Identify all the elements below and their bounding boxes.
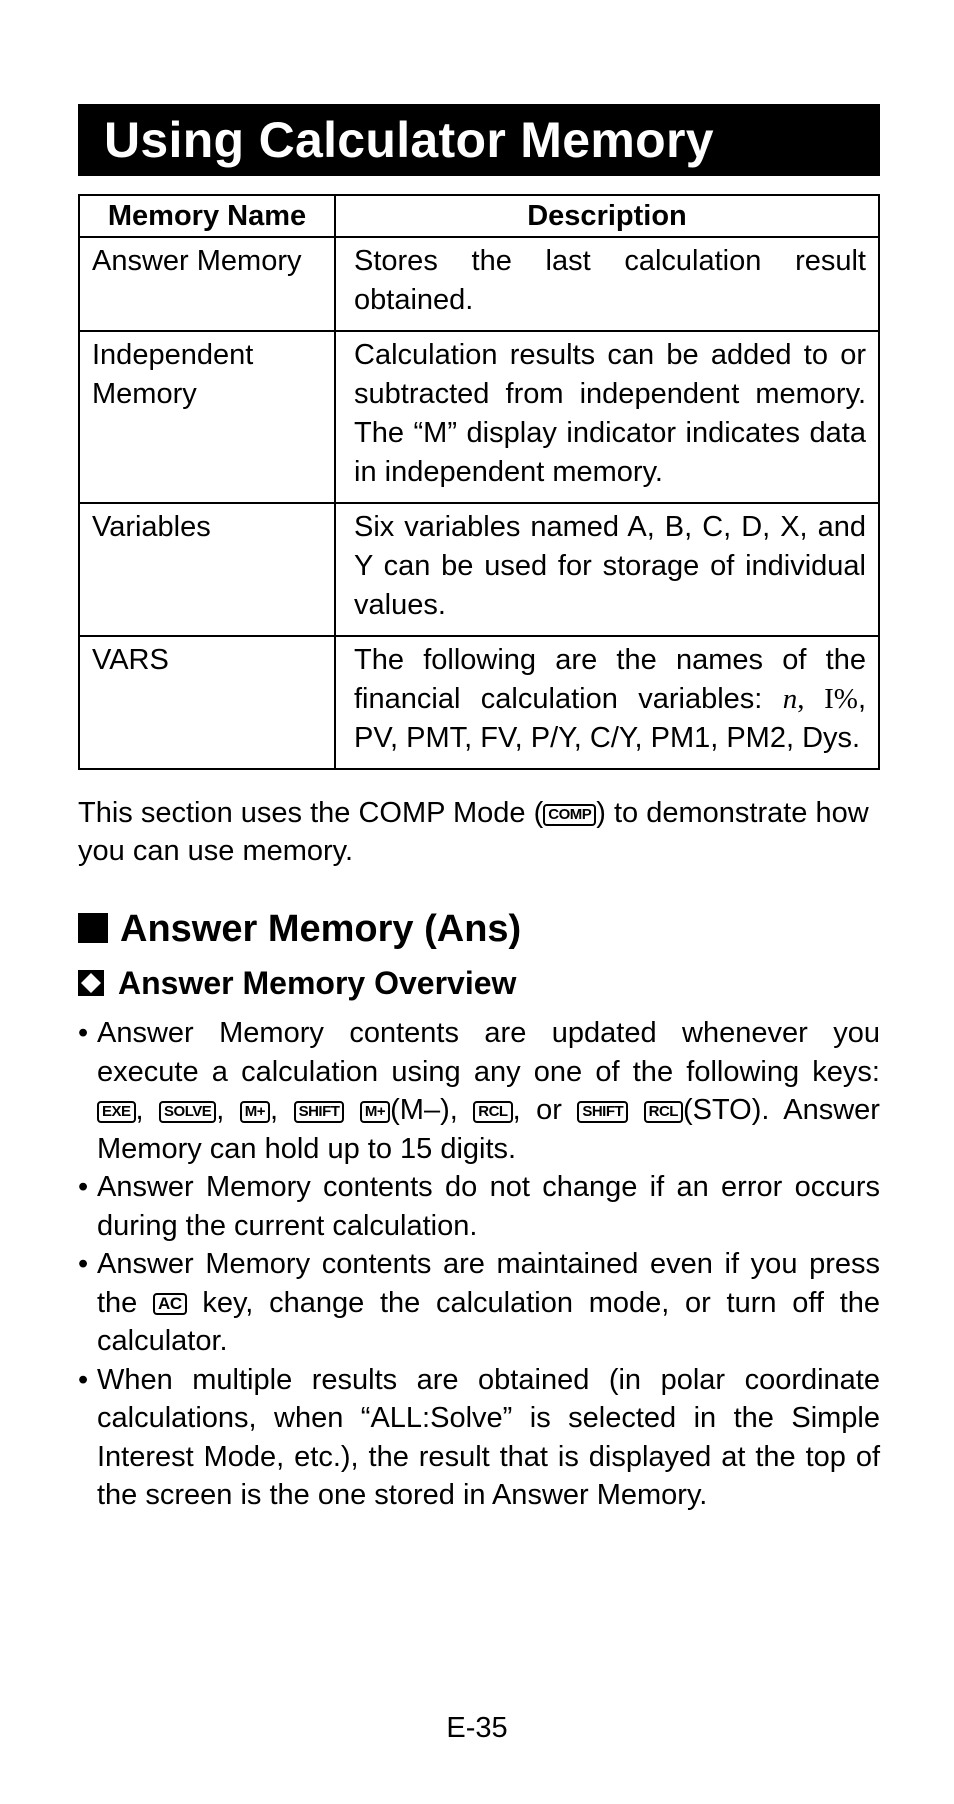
bullet-text: key, change the calculation mode, or turn off the calculator.	[97, 1286, 881, 1357]
memory-table	[78, 194, 880, 770]
section-heading	[78, 906, 880, 952]
shift-key-icon: SHIFT	[294, 1101, 345, 1123]
separator: ,	[270, 1094, 294, 1126]
comp-key-icon: COMP	[543, 804, 596, 826]
black-square-icon	[78, 913, 108, 943]
bullet-text: When multiple results are obtained (in polar coordinate calculations, when “ALL:Solve” is selected in the Simple Interest Mode, etc.), the result that is displayed at the top of the screen is the one stored in Answer Memory.	[97, 1363, 880, 1511]
description-cell: Calculation results can be added to or subtracted from independent memory. The “M” display indicator indicates data in independent memory.	[335, 331, 879, 503]
vars-separator: ,	[797, 683, 825, 715]
intro-paragraph	[78, 794, 880, 870]
bullet-text: (STO). Answer Memory can hold up to 15 digits.	[97, 1094, 880, 1165]
list-item	[78, 1014, 880, 1168]
description-cell	[335, 636, 879, 769]
table-row	[79, 503, 879, 636]
bullet-text: Answer Memory contents are maintained even if you press the	[97, 1248, 880, 1319]
separator: ,	[216, 1094, 240, 1126]
solve-key-icon: SOLVE	[159, 1101, 216, 1123]
column-header-memory-name: Memory Name	[79, 195, 335, 237]
bullet-icon: •	[78, 1363, 89, 1396]
shift-key-icon: SHIFT	[577, 1101, 628, 1123]
list-item	[78, 1245, 880, 1361]
table-row	[79, 636, 879, 769]
page-title: Using Calculator Memory	[78, 104, 880, 176]
intro-text-after: ) to demonstrate how you can use memory.	[78, 797, 869, 867]
vars-desc-suffix: , PV, PMT, FV, P/Y, C/Y, PM1, PM2, Dys.	[354, 683, 867, 754]
memory-name-cell: VARS	[79, 636, 335, 769]
bullet-icon: •	[78, 1017, 89, 1049]
column-header-description: Description	[335, 195, 879, 237]
bullet-text: Answer Memory contents are updated whenever you execute a calculation using any one of the following keys:	[97, 1017, 880, 1088]
separator: ,	[135, 1094, 160, 1126]
memory-name-cell: Variables	[79, 503, 335, 636]
vars-desc-prefix: The following are the names of the financial calculation variables:	[354, 644, 866, 715]
subsection-heading-text: Answer Memory Overview	[118, 965, 517, 1001]
separator: (M–),	[390, 1094, 474, 1126]
table-row	[79, 331, 879, 503]
bullet-icon: •	[78, 1248, 89, 1280]
subsection-heading	[78, 962, 880, 1004]
memory-name-cell: Independent Memory	[79, 331, 335, 503]
bullet-text: Answer Memory contents do not change if an error occurs during the current calculation.	[97, 1171, 880, 1242]
page-number: E-35	[446, 1712, 508, 1744]
manual-page	[78, 104, 880, 1515]
rcl-key-icon: RCL	[473, 1101, 512, 1123]
bullet-icon: •	[78, 1171, 89, 1203]
description-cell: Stores the last calculation result obtained.	[335, 237, 879, 331]
section-heading-text: Answer Memory (Ans)	[120, 908, 522, 950]
separator: , or	[512, 1094, 578, 1126]
exe-key-icon: EXE	[97, 1101, 136, 1123]
m-plus-key-icon: M+	[360, 1101, 390, 1123]
intro-text-before: This section uses the COMP Mode (	[78, 797, 544, 829]
variable-i-percent: I%	[824, 683, 858, 715]
variable-n: n	[782, 683, 798, 715]
description-cell: Six variables named A, B, C, D, X, and Y can be used for storage of individual values.	[335, 503, 879, 636]
table-row	[79, 237, 879, 331]
m-plus-key-icon: M+	[240, 1101, 270, 1123]
rcl-key-icon: RCL	[644, 1101, 683, 1123]
memory-name-cell: Answer Memory	[79, 237, 335, 331]
list-item	[78, 1361, 880, 1515]
bullet-list	[78, 1014, 880, 1515]
table-header-row	[79, 195, 879, 237]
diamond-square-icon	[78, 970, 104, 996]
ac-key-icon: AC	[153, 1293, 187, 1315]
list-item	[78, 1168, 880, 1245]
